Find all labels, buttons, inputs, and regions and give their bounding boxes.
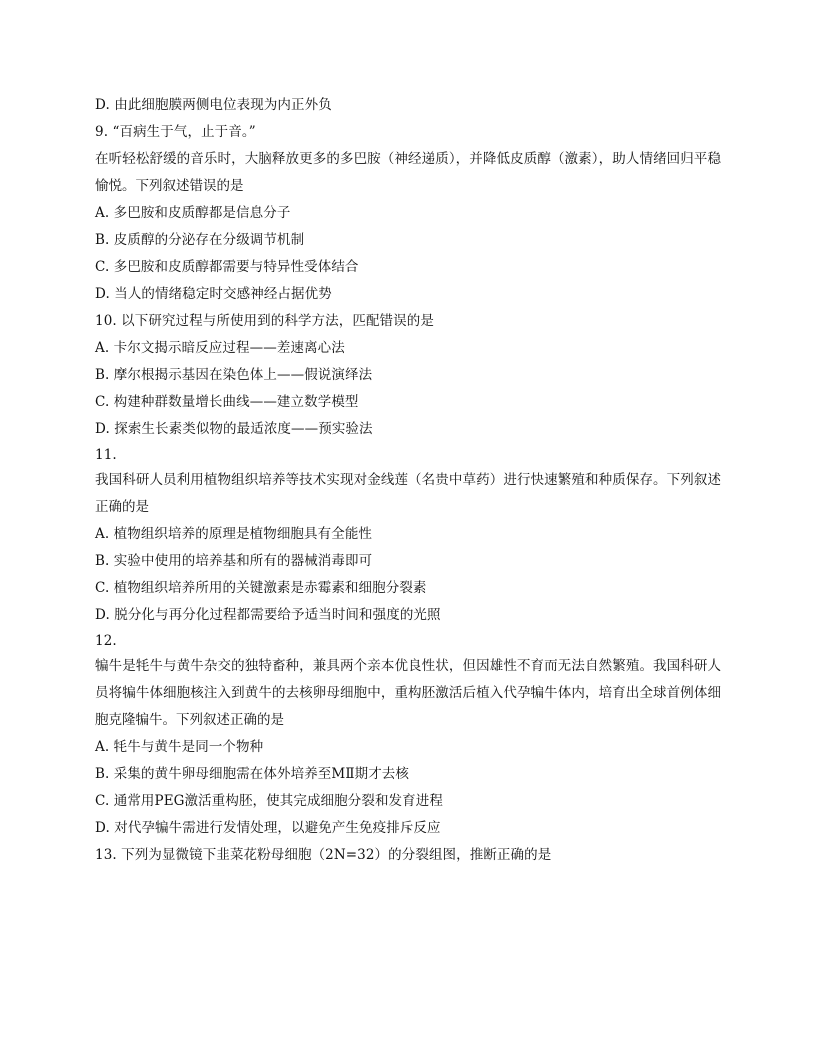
question-9-option-d: D. 当人的情绪稳定时交感神经占据优势 [95, 286, 332, 302]
document-page [95, 92, 721, 869]
question-10-option-c: C. 构建种群数量增长曲线——建立数学模型 [95, 394, 359, 410]
prev-question-option-d: D. 由此细胞膜两侧电位表现为内正外负 [95, 97, 332, 113]
question-12 [95, 629, 721, 842]
question-10-option-a: A. 卡尔文揭示暗反应过程——差速离心法 [95, 340, 345, 356]
question-12-stem: 犏牛是牦牛与黄牛杂交的独特畜种，兼具两个亲本优良性状，但因雄性不育而无法自然繁殖。我国科研人员将犏牛体细胞核注入到黄牛的去核卵母细胞中，重构胚激活后植入代孕犏牛体内，培育出全球首例体细胞克隆犏牛。下列叙述正确的是 [95, 658, 721, 728]
question-12-option-b: B. 采集的黄牛卵母细胞需在体外培养至MⅡ期才去核 [95, 766, 410, 782]
question-11-stem: 我国科研人员利用植物组织培养等技术实现对金线莲（名贵中草药）进行快速繁殖和种质保存。下列叙述正确的是 [95, 472, 721, 515]
question-9-title: 9. “百病生于气，止于音。” [95, 124, 256, 140]
question-9-stem: 在听轻松舒缓的音乐时，大脑释放更多的多巴胺（神经递质），并降低皮质醇（激素），助人情绪回归平稳愉悦。下列叙述错误的是 [95, 151, 721, 194]
question-12-number: 12. [95, 633, 117, 649]
question-13 [95, 842, 721, 869]
question-10-option-b: B. 摩尔根揭示基因在染色体上——假说演绎法 [95, 367, 373, 383]
question-9 [95, 119, 721, 308]
question-11-option-c: C. 植物组织培养所用的关键激素是赤霉素和细胞分裂素 [95, 580, 427, 596]
question-9-option-a: A. 多巴胺和皮质醇都是信息分子 [95, 205, 291, 221]
question-11-option-b: B. 实验中使用的培养基和所有的器械消毒即可 [95, 553, 373, 569]
question-9-option-c: C. 多巴胺和皮质醇都需要与特异性受体结合 [95, 259, 359, 275]
question-10 [95, 308, 721, 443]
question-12-option-a: A. 牦牛与黄牛是同一个物种 [95, 739, 264, 755]
question-11 [95, 443, 721, 629]
question-13-stem: 13. 下列为显微镜下韭菜花粉母细胞（2N=32）的分裂组图，推断正确的是 [95, 847, 552, 863]
question-10-option-d: D. 探索生长素类似物的最适浓度——预实验法 [95, 421, 373, 437]
question-11-number: 11. [95, 447, 117, 463]
question-11-option-a: A. 植物组织培养的原理是植物细胞具有全能性 [95, 526, 373, 542]
question-10-stem: 10. 以下研究过程与所使用到的科学方法，匹配错误的是 [95, 313, 434, 329]
question-11-option-d: D. 脱分化与再分化过程都需要给予适当时间和强度的光照 [95, 607, 441, 623]
question-12-option-d: D. 对代孕犏牛需进行发情处理，以避免产生免疫排斥反应 [95, 820, 441, 836]
question-12-option-c: C. 通常用PEG激活重构胚，使其完成细胞分裂和发育进程 [95, 793, 443, 809]
question-9-option-b: B. 皮质醇的分泌存在分级调节机制 [95, 232, 305, 248]
